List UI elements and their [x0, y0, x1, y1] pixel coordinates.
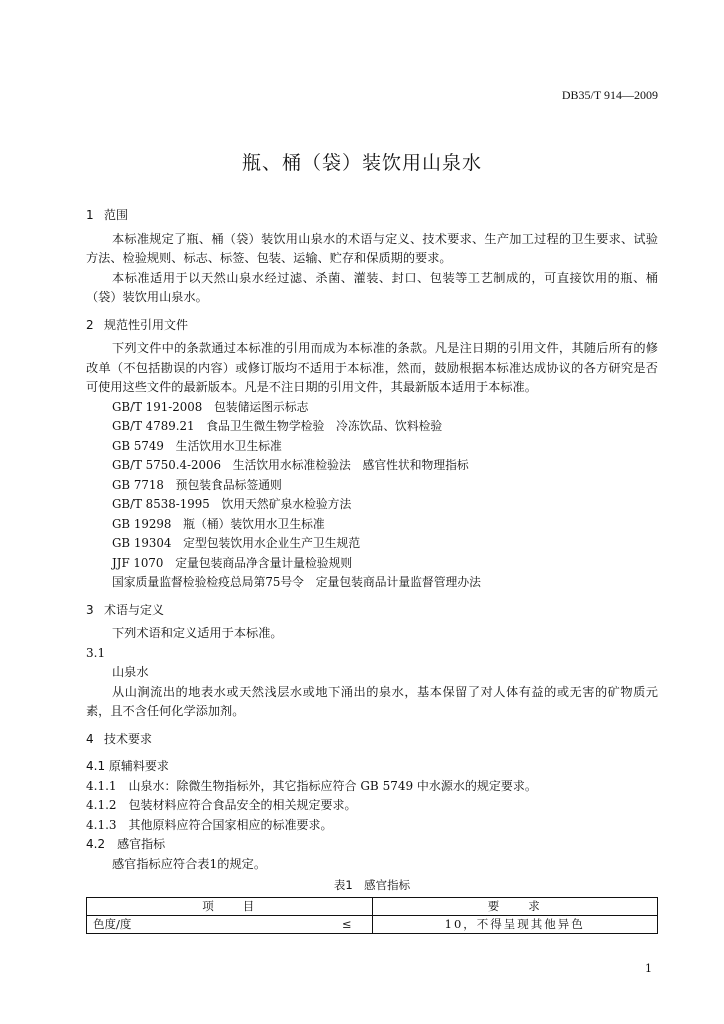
section-number: 3: [86, 602, 94, 617]
table-header-item: 项 目: [87, 897, 373, 915]
clause-4-2-text: 感官指标应符合表1的规定。: [112, 856, 267, 871]
clause-4-1-2: 4.1.2 包装材料应符合食品安全的相关规定要求。: [86, 798, 357, 812]
comparison-symbol: ≤: [341, 916, 352, 931]
section-number: 2: [86, 317, 94, 332]
section-number: 4: [86, 731, 94, 746]
reference-item: GB/T 8538-1995 饮用天然矿泉水检验方法: [112, 497, 352, 511]
table-cell-item: [87, 915, 373, 933]
document-body: [86, 206, 658, 934]
document-title: 瓶、桶（袋）装饮用山泉水: [241, 152, 482, 174]
section-number: 1: [86, 208, 94, 222]
section-title: 技术要求: [104, 731, 153, 746]
reference-item: GB 7718 预包装食品标签通则: [112, 477, 282, 492]
table-header-row: [87, 897, 658, 915]
page-number: 1: [645, 962, 652, 975]
section-2-heading: [86, 316, 658, 336]
reference-item: GB/T 191-2008 包装储运图示标志: [112, 399, 309, 414]
subsection-4-2-heading: 4.2 感官指标: [86, 837, 166, 851]
table-header-requirement: 要 求: [372, 897, 658, 915]
scope-paragraph-2: 本标准适用于以天然山泉水经过滤、杀菌、灌装、封口、包装等工艺制成的，可直接饮用的瓶、桶（袋）装饮用山泉水。: [86, 270, 658, 304]
reference-item: GB/T 4789.21 食品卫生微生物学检验 冷冻饮品、饮料检验: [112, 419, 443, 433]
sensory-index-table: [86, 897, 658, 934]
table-cell-requirement: 10，不得呈现其他异色: [372, 915, 658, 933]
subsection-4-1-heading: 4.1 原辅料要求: [86, 759, 169, 773]
table-1-title: 表1 感官指标: [333, 878, 411, 892]
reference-item: JJF 1070 定量包装商品净含量计量检验规则: [112, 555, 353, 570]
reference-item: 国家质量监督检验检疫总局第75号令 定量包装商品计量监督管理办法: [112, 575, 481, 589]
section-3-heading: [86, 601, 658, 621]
references-intro: 下列文件中的条款通过本标准的引用而成为本标准的条款。凡是注日期的引用文件，其随后所有的修改单（不包括勘误的内容）或修订版均不适用于本标准，然而，鼓励根据本标准达成协议的各方研究是否可使用这些文件的最新版本。凡是不注日期的引用文件，其最新版本适用于本标准。: [86, 341, 658, 394]
terms-intro: 下列术语和定义适用于本标准。: [112, 626, 283, 640]
scope-paragraph-1: 本标准规定了瓶、桶（袋）装饮用山泉水的术语与定义、技术要求、生产加工过程的卫生要求、试验方法、检验规则、标志、标签、包装、运输、贮存和保质期的要求。: [86, 231, 658, 265]
reference-item: GB/T 5750.4-2006 生活饮用水标准检验法 感官性状和物理指标: [112, 458, 469, 472]
term-number: 3.1: [86, 645, 106, 660]
term-definition: 从山涧流出的地表水或天然浅层水或地下涌出的泉水，基本保留了对人体有益的或无害的矿物质元素，且不含任何化学添加剂。: [86, 684, 658, 718]
section-1-heading: [86, 206, 658, 226]
clause-4-1-1: 4.1.1 山泉水：除微生物指标外，其它指标应符合 GB 5749 中水源水的规定要求。: [86, 778, 537, 793]
clause-4-1-3: 4.1.3 其他原料应符合国家相应的标准要求。: [86, 817, 333, 832]
section-title: 规范性引用文件: [104, 317, 189, 332]
item-name: 色度/度: [93, 916, 132, 931]
table-row: [87, 915, 658, 933]
term-name: 山泉水: [112, 665, 149, 679]
reference-item: GB 19304 定型包装饮用水企业生产卫生规范: [112, 536, 361, 550]
reference-item: GB 19298 瓶（桶）装饮用水卫生标准: [112, 516, 325, 531]
standard-code: DB35/T 914—2009: [561, 88, 658, 102]
section-title: 术语与定义: [104, 602, 165, 617]
section-4-heading: [86, 730, 658, 750]
section-title: 范围: [104, 208, 129, 222]
reference-item: GB 5749 生活饮用水卫生标准: [112, 438, 282, 453]
